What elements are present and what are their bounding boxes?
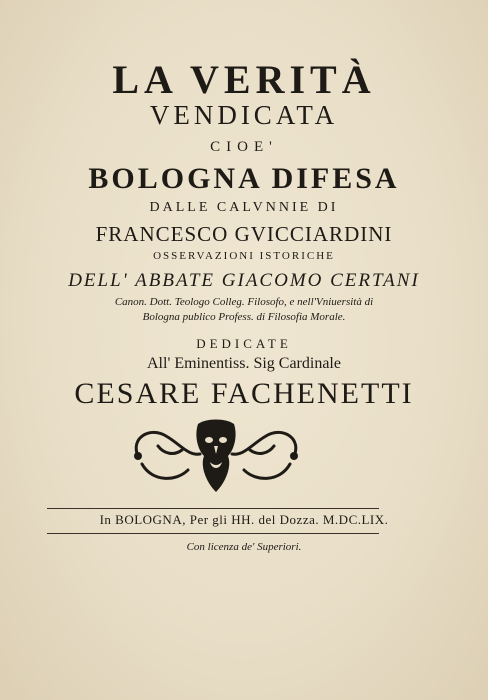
title-line-4: BOLOGNA DIFESA [88,162,400,195]
subtitle-line-7: OSSERVAZIONI ISTORICHE [153,250,335,262]
dedication-name: CESARE FACHENETTI [74,377,414,410]
grotesque-mask-icon [128,416,304,496]
title-line-2: VENDICATA [149,100,339,130]
title-line-1: LA VERITÀ [112,57,376,102]
dedication-label: DEDICATE [196,336,292,351]
license-line: Con licenza de' Superiori. [186,541,302,553]
author-credentials-2: Bologna publico Profess. di Filosofia Morale. [142,311,346,323]
author-line: DELL' ABBATE GIACOMO CERTANI [68,270,420,291]
subtitle-line-6: FRANCESCO GVICCIARDINI [95,222,393,246]
imprint: In BOLOGNA, Per gli HH. del Dozza. M.DC.LIX. [99,512,389,527]
imprint-rule-top [47,508,379,509]
title-line-3: CIOE' [210,139,278,155]
dedication-recipient: All' Eminentiss. Sig Cardinale [147,355,341,372]
imprint-rule-bottom [47,533,379,534]
author-credentials-1: Canon. Dott. Teologo Colleg. Filosofo, e nell'Vniuersità di [114,296,374,308]
subtitle-line-5: DALLE CALVNNIE DI [149,200,339,215]
